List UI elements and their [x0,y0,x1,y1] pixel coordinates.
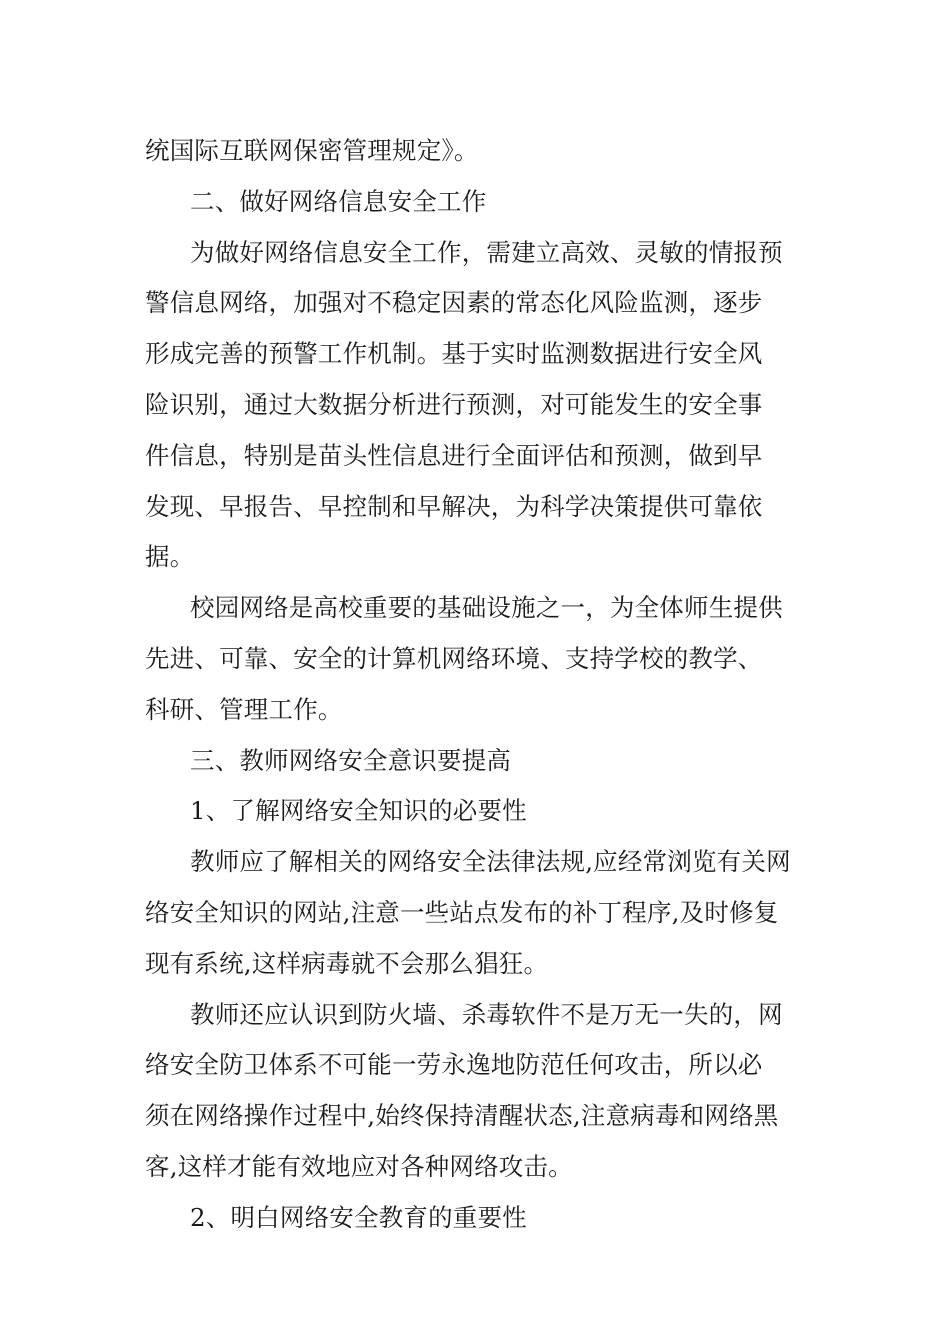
paragraph-line: 险识别，通过大数据分析进行预测，对可能发生的安全事 [145,389,763,419]
subsection-heading-2: 2、明白网络安全教育的重要性 [190,1202,527,1232]
document-body [145,126,810,1244]
paragraph-line: 校园网络是高校重要的基础设施之一，为全体师生提供 [190,593,783,623]
paragraph-continuation-line: 统国际互联网保密管理规定》。 [145,136,479,165]
paragraph-line: 件信息，特别是苗头性信息进行全面评估和预测，做到早 [145,440,763,470]
paragraph-line: 络安全知识的网站,注意一些站点发布的补丁程序,及时修复 [145,897,779,927]
paragraph-line: 为做好网络信息安全工作，需建立高效、灵敏的情报预 [190,237,783,267]
paragraph-line: 据。 [145,542,195,572]
paragraph-line: 络安全防卫体系不可能一劳永逸地防范任何攻击，所以必 [145,1050,763,1080]
paragraph-line: 现有系统,这样病毒就不会那么猖狂。 [145,948,549,978]
paragraph-line: 形成完善的预警工作机制。基于实时监测数据进行安全风 [145,339,763,369]
section-heading-3: 三、教师网络安全意识要提高 [190,745,512,775]
paragraph-line: 教师还应认识到防火墙、杀毒软件不是万无一失的，网 [190,999,783,1029]
paragraph-line: 发现、早报告、早控制和早解决，为科学决策提供可靠依 [145,491,763,521]
paragraph-line: 须在网络操作过程中,始终保持清醒状态,注意病毒和网络黑 [145,1101,779,1131]
paragraph-line: 客,这样才能有效地应对各种网络攻击。 [145,1151,573,1181]
paragraph-line: 教师应了解相关的网络安全法律法规,应经常浏览有关网 [190,847,791,877]
paragraph-line: 先进、可靠、安全的计算机网络环境、支持学校的教学、 [145,643,763,673]
paragraph-line: 科研、管理工作。 [145,694,343,724]
section-heading-2: 二、做好网络信息安全工作 [190,186,487,216]
subsection-heading-1: 1、了解网络安全知识的必要性 [190,796,527,826]
paragraph-line: 警信息网络，加强对不稳定因素的常态化风险监测，逐步 [145,288,763,318]
